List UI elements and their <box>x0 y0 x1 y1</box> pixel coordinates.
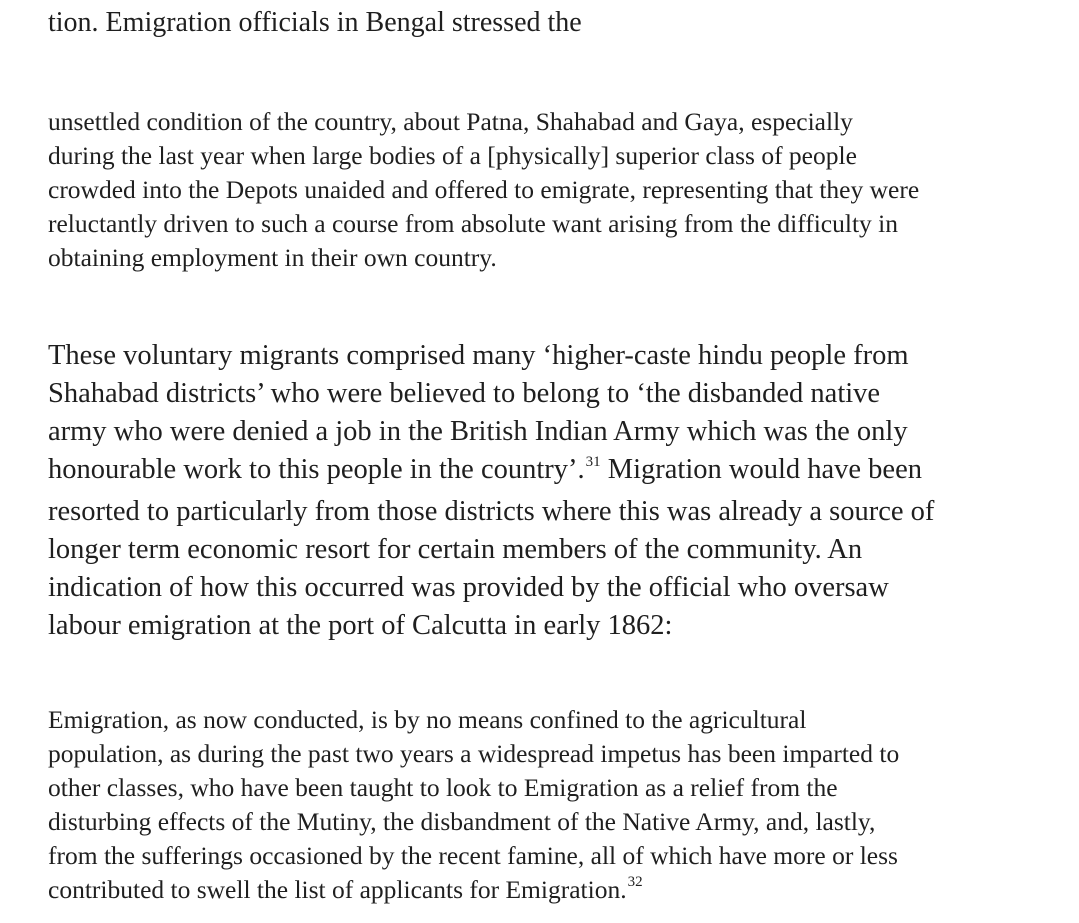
body-line: These voluntary migrants comprised many ‘higher-caste hindu people from <box>48 340 909 371</box>
body-line: labour emigration at the port of Calcutta in early 1862: <box>48 610 673 641</box>
quote-line-with-footnote <box>48 873 1058 911</box>
quote-line: population, as during the past two years a widespread impetus has been imparted to <box>48 739 900 768</box>
quote-line: Emigration, as now conducted, is by no means confined to the agricultural <box>48 705 807 734</box>
body-line: longer term economic resort for certain members of the community. An <box>48 534 863 565</box>
body-line-tail: Migration would have been <box>600 454 922 485</box>
block-quote-1 <box>48 105 1058 275</box>
body-line-text: honourable work to this people in the country’. <box>48 454 585 485</box>
footnote-ref-31[interactable]: 31 <box>585 454 601 470</box>
body-line: resorted to particularly from those districts where this was already a source of <box>48 496 935 527</box>
body-line: indication of how this occurred was provided by the official who oversaw <box>48 572 889 603</box>
lead-text-line: tion. Emigration officials in Bengal stressed the <box>48 7 582 38</box>
quote-line: during the last year when large bodies of a [physically] superior class of people <box>48 141 857 170</box>
quote-line: other classes, who have been taught to look to Emigration as a relief from the <box>48 773 838 802</box>
quote-line: obtaining employment in their own country. <box>48 243 497 272</box>
quote-line: from the sufferings occasioned by the recent famine, all of which have more or less <box>48 841 898 870</box>
body-line-with-footnote <box>48 451 1058 493</box>
quote-line: unsettled condition of the country, about Patna, Shahabad and Gaya, especially <box>48 107 853 136</box>
quote-line: crowded into the Depots unaided and offered to emigrate, representing that they were <box>48 175 920 204</box>
body-line: army who were denied a job in the British Indian Army which was the only <box>48 416 908 447</box>
quote-line: disturbing effects of the Mutiny, the disbandment of the Native Army, and, lastly, <box>48 807 876 836</box>
quote-line-text: contributed to swell the list of applicants for Emigration. <box>48 875 627 904</box>
footnote-ref-32[interactable]: 32 <box>627 874 643 890</box>
quote-line: reluctantly driven to such a course from absolute want arising from the difficulty in <box>48 209 899 238</box>
body-line: Shahabad districts’ who were believed to belong to ‘the disbanded native <box>48 378 881 409</box>
body-paragraph <box>48 337 1058 645</box>
block-quote-2 <box>48 703 1058 911</box>
